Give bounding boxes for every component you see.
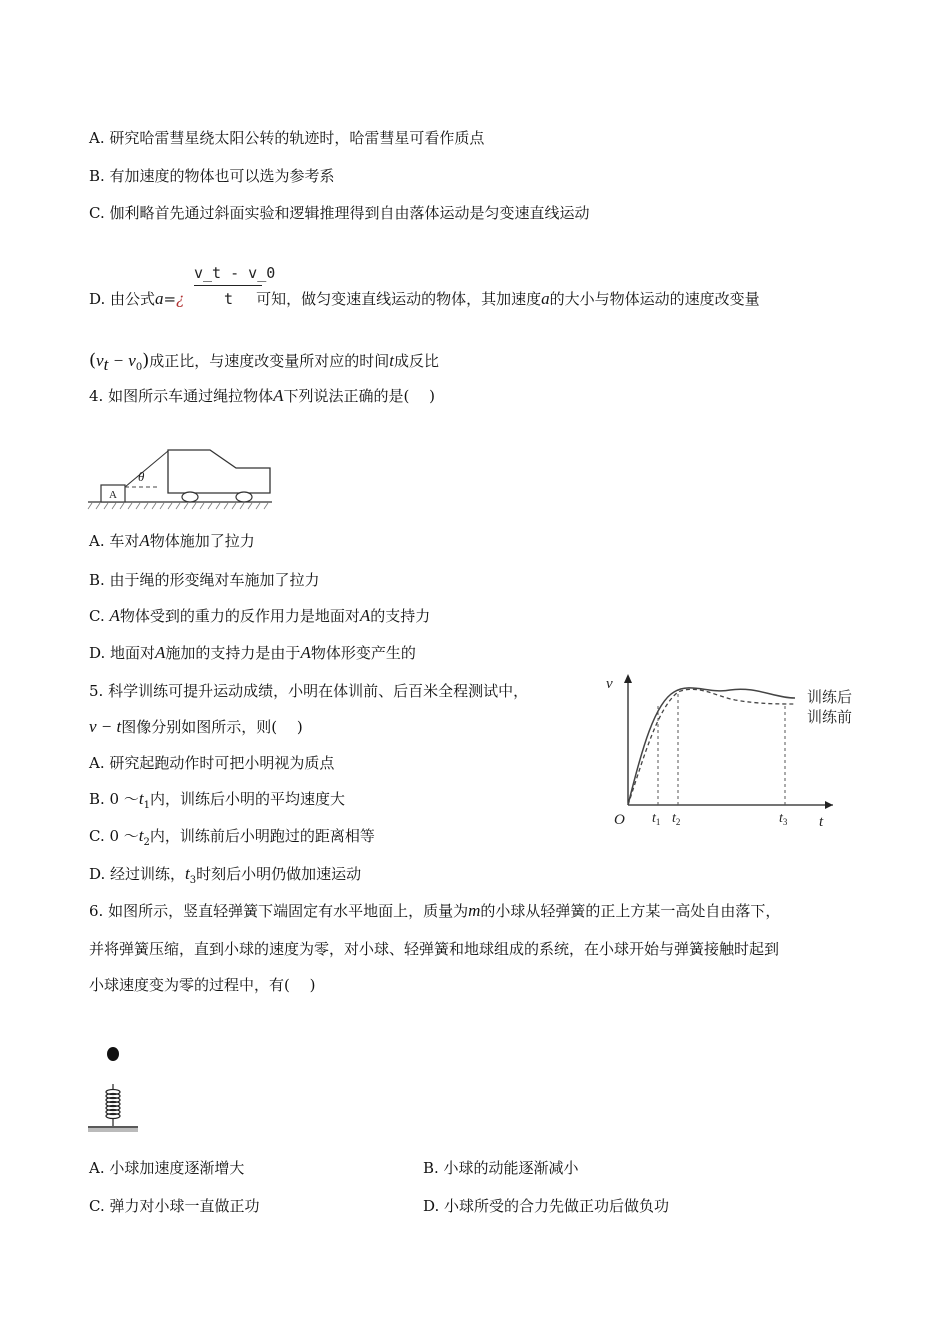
x-axis-label: t [819, 814, 824, 830]
tick-label-t3: $t_3$ [779, 811, 788, 827]
q6-stem-line3: 小球速度变为零的过程中，有( ) [89, 976, 316, 994]
q5-stem-2: 图像分别如图所示，则( ) [121, 718, 303, 736]
ground-hatch [88, 1128, 138, 1132]
q3-option-a: A. 研究哈雷彗星绕太阳公转的轨迹时，哈雷彗星可看作质点 [89, 129, 485, 147]
q3-option-d-line2 [89, 351, 439, 378]
rope [125, 451, 168, 487]
y-axis-label: v [606, 676, 613, 692]
spring-ball-figure [86, 1040, 146, 1135]
sub-3: 3 [189, 875, 197, 886]
equals-sign: = [163, 290, 177, 308]
q4-option-c [89, 606, 430, 626]
x-axis-arrow [825, 801, 833, 809]
q6-stem-line2: 并将弹簧压缩，直到小球的速度为零，对小球、轻弹簧和地球组成的系统，在小球开始与弹簧接触时起到 [89, 940, 780, 958]
sub-2: 2 [143, 837, 150, 848]
q4-stem [89, 386, 435, 406]
q5-option-c [89, 826, 375, 853]
var-t: t [389, 351, 394, 370]
var-t: t [138, 826, 144, 845]
q4-option-d [89, 643, 416, 663]
q3-option-c: C. 伽利略首先通过斜面实验和逻辑推理得到自由落体运动是匀变速直线运动 [89, 204, 590, 222]
q4-stem-1: 4. 如图所示车通过绳拉物体 [89, 387, 274, 405]
q3-d-suffix-1: 可知，做匀变速直线运动的物体，其加速度 [256, 290, 542, 308]
q3-option-b: B. 有加速度的物体也可以选为参考系 [89, 167, 335, 185]
car-wheel [182, 492, 198, 502]
tick-label-t1: $t_1$ [652, 811, 661, 827]
q3-d-line2-text1: 成正比，与速度改变量所对应的时间 [149, 352, 390, 370]
q5-stem-line1: 5. 科学训练可提升运动成绩，小明在体训前、后百米全程测试中， [89, 682, 529, 700]
q4-d-1: D. 地面对 [89, 644, 156, 662]
q4-d-3: 物体形变产生的 [310, 644, 416, 662]
q4-c-1: C. [89, 607, 110, 625]
q5-option-a: A. 研究起跑动作时可把小明视为质点 [89, 754, 335, 772]
q3-option-d [89, 289, 760, 309]
series-line-trained [628, 688, 795, 805]
origin-label: O [614, 812, 625, 828]
q6-option-b: B. 小球的动能逐渐减小 [423, 1159, 579, 1177]
var-m: m [468, 901, 481, 920]
var-v-t: v − t [89, 717, 122, 736]
var-t: t [138, 789, 144, 808]
var-a: a [155, 289, 164, 308]
sub-0: 0 [135, 362, 143, 373]
q5-d-1: D. 经过训练， [89, 865, 186, 883]
q6-stem-line1 [89, 901, 780, 921]
car-wheel [236, 492, 252, 502]
q5-b-1: B. 0 ～ [89, 790, 139, 808]
q4-option-b: B. 由于绳的形变绳对车施加了拉力 [89, 571, 320, 589]
var-A: A [359, 606, 371, 625]
spring [106, 1090, 120, 1119]
q6-stem-1a: 6. 如图所示，竖直轻弹簧下端固定有水平地面上，质量为 [89, 902, 469, 920]
paren-close: ) [142, 350, 150, 371]
q5-b-2: 内，训练后小明的平均速度大 [149, 790, 345, 808]
q4-d-2: 施加的支持力是由于 [165, 644, 301, 662]
formula-fraction [194, 264, 276, 312]
car-rope-figure [88, 445, 278, 515]
minus-v: − v [108, 351, 136, 370]
tick-label-t2: $t_2$ [672, 811, 681, 827]
glitch-char: ¿ [176, 290, 185, 308]
q3-d-line2-text2: 成反比 [394, 352, 440, 370]
q5-c-1: C. 0 ～ [89, 827, 139, 845]
fraction-denominator: t [224, 290, 234, 308]
ball [107, 1047, 119, 1061]
q4-a-2: 物体施加了拉力 [149, 532, 255, 550]
var-t: t [185, 864, 190, 883]
q5-stem-line2 [89, 717, 303, 737]
q5-option-d [89, 864, 361, 891]
q3-d-suffix-2: 的大小与物体运动的速度改变量 [549, 290, 760, 308]
q6-option-d: D. 小球所受的合力先做正功后做负功 [423, 1197, 670, 1215]
angle-label: θ [138, 469, 145, 484]
legend-untrained: 训练前 [807, 710, 853, 726]
q5-d-2: 时刻后小明仍做加速运动 [196, 865, 362, 883]
fraction-numerator: v_t - v_0 [194, 264, 276, 282]
var-A: A [109, 606, 120, 625]
sub-t: t [103, 355, 109, 374]
q4-stem-2: 下列说法正确的是( ) [283, 387, 435, 405]
q4-a-1: A. 车对 [89, 532, 140, 550]
q6-stem-1b: 的小球从轻弹簧的正上方某一高处自由落下， [480, 902, 781, 920]
legend-trained: 训练后 [807, 690, 853, 706]
car-body [168, 450, 270, 493]
var-A: A [155, 643, 166, 662]
q5-c-2: 内，训练前后小明跑过的距离相等 [149, 827, 375, 845]
q5-option-b [89, 789, 345, 816]
fraction-bar [194, 285, 262, 286]
q4-c-3: 的支持力 [370, 607, 431, 625]
var-v: v [96, 351, 104, 370]
series-line-untrained [628, 689, 795, 805]
q4-c-2: 物体受到的重力的反作用力是地面对 [119, 607, 360, 625]
var-a: a [541, 289, 550, 308]
var-A: A [300, 643, 311, 662]
sub-1: 1 [143, 800, 150, 811]
q6-option-a: A. 小球加速度逐渐增大 [89, 1159, 245, 1177]
q4-option-a [89, 531, 255, 551]
q3-d-prefix: D. 由公式 [89, 290, 156, 308]
block-label: A [109, 489, 117, 501]
vt-chart [600, 668, 870, 833]
var-A: A [139, 531, 150, 550]
q6-option-c: C. 弹力对小球一直做正功 [89, 1197, 260, 1215]
var-A: A [273, 386, 284, 405]
paren-open: ( [89, 350, 97, 371]
y-axis-arrow [624, 674, 632, 683]
